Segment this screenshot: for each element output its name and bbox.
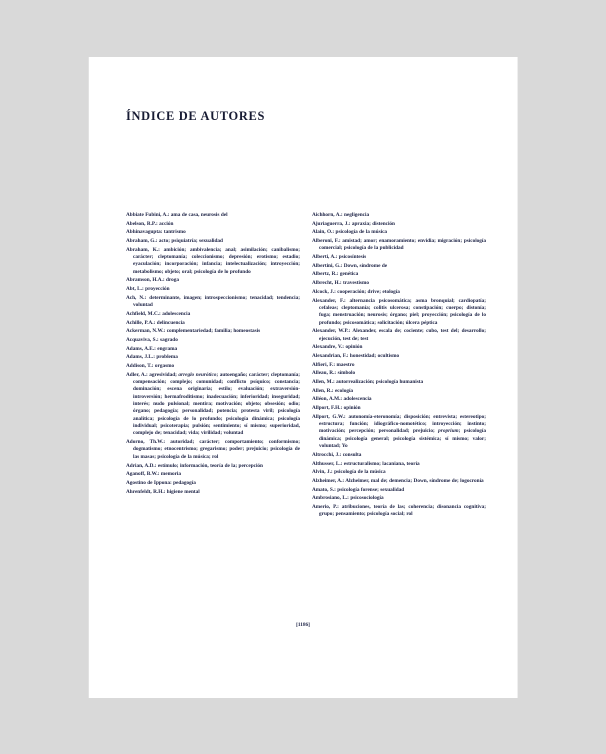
index-entry: Altrocchi, J.: consulta	[312, 451, 362, 458]
index-entry: Alléon, A.M.: adolescencia	[312, 396, 372, 403]
left-column	[126, 212, 300, 520]
index-entry: Alain, O.: psicología de la música	[312, 229, 388, 236]
index-entry: Alexander, W.P.: Alexander, escala de; cociente; cubo, test del; desarrollo; ejecución, test de; test	[312, 328, 486, 342]
index-entry: Amato, S.: psicología forense; sexualidad	[312, 486, 405, 493]
index-entry: Abt, L.: proyección	[126, 286, 170, 293]
index-entry: Abraham, K.: ambición; ambivalencia; anal; asimilación; canibalismo; carácter; cleptomanía; coleccionismo; depresión; erotismo; estadio; eyaculación; incorporación; infancia; intelectualización; introyección; metabolismo; objeto; oral; psicología de lo profundo	[126, 246, 300, 275]
index-entry: Amerio, P.: atribuciones, teoría de las; coherencia; disonancia cognitiva; grupo; pensamiento; psicología social; rol	[312, 503, 486, 518]
index-entry: Addison, T.: orgasmo	[126, 363, 175, 369]
index-entry: Allen, R.: ecología	[312, 387, 354, 394]
index-entry: Albertini, G.: Down, síndrome de	[312, 262, 388, 269]
index-entry: Ahrenfeldt, R.H.: higiene mental	[126, 488, 200, 495]
index-entry: Albertz, R.: genética	[312, 271, 359, 278]
document-page	[88, 57, 518, 698]
index-entry: Abramson, H.A.: droga	[126, 277, 180, 284]
index-entry: Ackerman, N.W.: complementariedad; familia; homeostasis	[126, 328, 261, 335]
index-entry: Abbiate Fubini, A.: ama de casa, neurosis del	[126, 212, 228, 218]
index-entry: Alleau, R.: símbolo	[312, 370, 356, 377]
index-entry: Alexandre, V.: opinión	[312, 344, 363, 351]
index-entry: Adams, J.L.: problema	[126, 354, 178, 361]
page-folio-number: [1186]	[296, 622, 310, 628]
page-title: ÍNDICE DE AUTORES	[126, 109, 266, 123]
index-entry: Alzheimer, A.: Alzheimer, mal de; demencia; Down, síndrome de; logocronía	[312, 477, 484, 484]
index-entry: Acquaviva, S.: sagrado	[126, 336, 178, 343]
index-entry: Alcock, J.: cooperación; drive; etología	[312, 288, 400, 295]
index-entry: Adler, A.: agresividad; arreglo neurótico; autoengaño; carácter; cleptomanía; compensación; complejo; comunidad; conflicto psíquico; constancia; dominación; escena originaria; estilo; evaluación; extraversión-introversión; hermafroditismo; inadecuación; inferioridad; inseguridad; interés; nudo pulsional; mentira; motivación; objeto; obsesión; odio; órgano; pedagogía; personalidad; potencia; protesta viril; psicología analítica; psicología de lo profundo; psicología dinámica; psicología individual; psicoterapia; pulsión; sentimiento; sí mismo; superioridad, complejo de; tenacidad; vida; virilidad; voluntad	[126, 371, 301, 437]
index-entry: Adorno, Th.W.: autoridad; carácter; comportamiento; conformismo; dogmatismo; etnocentrismo; gregarismo; poder; prejuicio; psicología de las masas; psicología de la música; rol	[126, 439, 300, 460]
index-entry: Ach, N.: determinante, imagen; introspeccionismo; tenacidad; tendencia; voluntad	[126, 294, 300, 309]
index-entry: Allport, F.H.: opinión	[312, 405, 361, 412]
index-entry: Ajuriaguerra, J.: apraxia; distención	[312, 220, 395, 227]
index-entry: Alexander, F.: alternancia psicosomática; asma bronquial; cardiopatía; cefaleas; cleptomanía; colitis ulcerosa; constipación; cuerpo; distonía; fuga; menstruación; neurosis; órgano; piel; proyección; psicología de lo profundo; psicosomática; solicitación; úlcera péptica	[312, 297, 486, 326]
index-entry: Albrecht, H.: travestismo	[312, 280, 369, 287]
index-entry: Achfield, M.C.: adolescencia	[126, 310, 191, 317]
index-entry: Allport, G.W.: autonomía-eteronomía; disposición; entrevista; estereotipo; estructura; función; idiográfico-nomotético; introyección; instinto; motivación; percepción; personalidad; prejuicio; proprium; psicología dinámica; psicología general; psicología sistémica; sí mismo; valor; voluntad; Yo	[312, 413, 486, 450]
index-entry: Adams, A.E.: engrama	[126, 345, 178, 352]
index-entry: Adrian, A.D.: estímulo; información, teoría de la; percepción	[126, 462, 263, 469]
right-column	[312, 212, 486, 520]
index-entry: Abraham, G.: acto; psiquiatría; sexualidad	[126, 238, 223, 245]
index-entry: Achille, P.A.: delincuencia	[126, 319, 185, 326]
index-entry: Alberti, A.: psicosíntesis	[312, 254, 367, 261]
index-columns	[126, 212, 486, 520]
index-entry: Agostino de Ippona: pedagogía	[126, 479, 196, 486]
page-content	[89, 57, 517, 698]
index-entry: Althusser, L.: estructuralismo; lacaniana, teoría	[312, 460, 420, 467]
index-entry: Abelson, R.P.: acción	[126, 220, 174, 227]
index-entry: Ambrosiano, L.: psicosociología	[312, 495, 384, 502]
index-entry: Alexandrian, F.: honestidad; ocultismo	[312, 352, 400, 359]
index-entry: Alfieri, F.: maestro	[312, 361, 355, 368]
index-entry: Aichhorn, A.: negligencia	[312, 212, 370, 218]
index-entry: Alvin, J.: psicología de la música	[312, 469, 386, 476]
index-entry: Allen, M.: autorrealización; psicología humanista	[312, 379, 424, 386]
index-entry: Alberoni, F.: amistad; amor; enamoramiento; envidia; migración; psicología comercial; psicología de la publicidad	[312, 238, 486, 252]
index-entry: Abhinavagupta: tantrismo	[126, 229, 186, 236]
index-entry: Aganoff, B.W.: memoria	[126, 471, 181, 478]
